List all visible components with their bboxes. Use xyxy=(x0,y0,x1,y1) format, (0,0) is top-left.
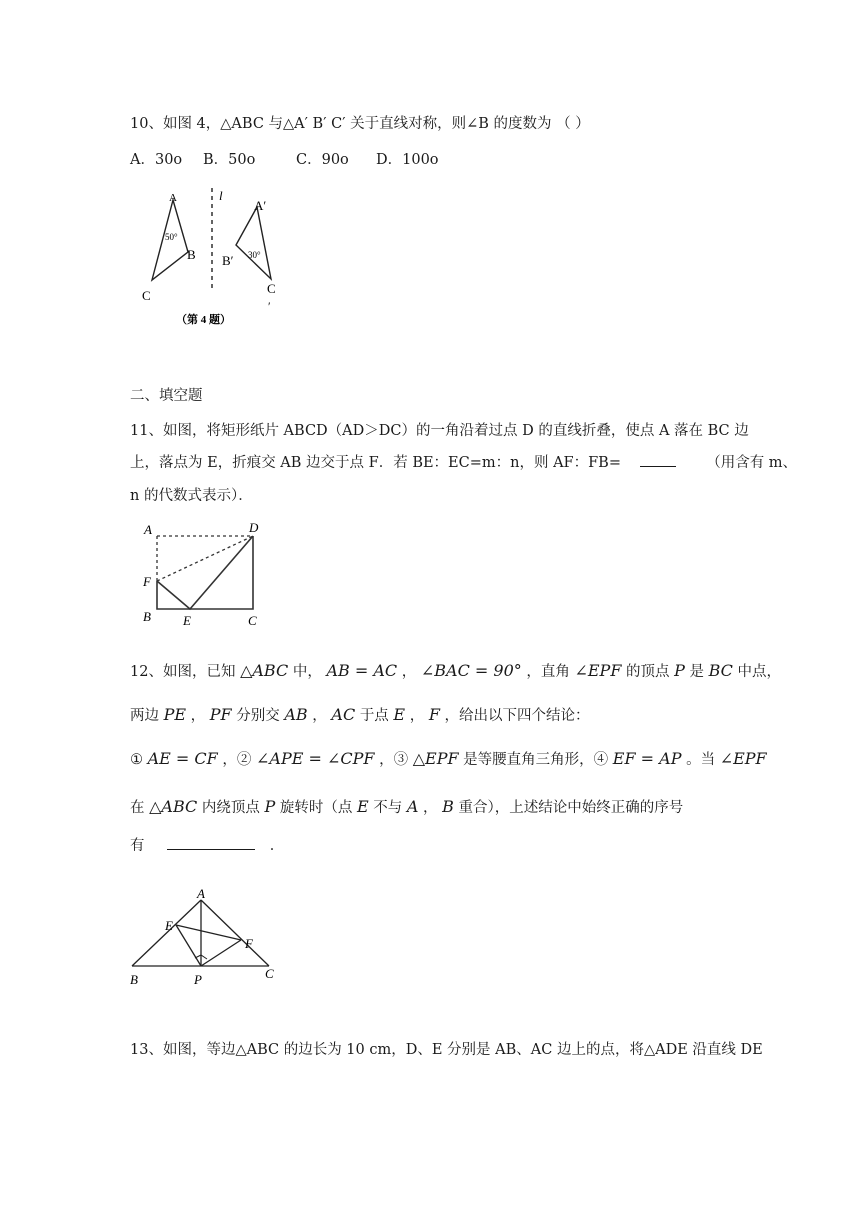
q12-label-c: C xyxy=(265,966,274,981)
q12-math: B xyxy=(442,797,454,816)
side-ab xyxy=(132,900,201,966)
q12-label-a: A xyxy=(197,886,205,901)
q11-label-a: A xyxy=(144,522,152,537)
q12-text: ， xyxy=(312,708,327,724)
q12-text: 中点， xyxy=(737,664,782,680)
q12-math: ∠EPF xyxy=(719,749,767,768)
fold-df xyxy=(157,536,253,581)
q12-text: 两边 xyxy=(130,708,159,724)
q12-label-f: F xyxy=(245,936,253,951)
q12-math: P xyxy=(674,661,685,680)
q10-figure xyxy=(130,182,300,332)
triangle-a1b1c1 xyxy=(236,207,271,279)
q12-line2 xyxy=(130,704,590,725)
q10-left-label-b: B xyxy=(187,247,196,262)
q12-math: PF xyxy=(209,705,232,724)
q12-text: 的顶点 xyxy=(626,664,670,680)
q12-math: P xyxy=(264,797,276,816)
q12-line5 xyxy=(130,834,284,855)
q10-right-label-angle: 30° xyxy=(248,250,261,260)
q11-label-e: E xyxy=(183,613,191,628)
q11-label-f: F xyxy=(143,574,151,589)
q12-text: ． xyxy=(269,838,285,854)
q10-left-label-a: A xyxy=(169,192,177,204)
q11-line1: 11、如图，将矩形纸片 ABCD（AD＞DC）的一角沿着过点 D 的直线折叠，使点 A 落在 BC 边 xyxy=(130,423,749,439)
q12-text: 中， xyxy=(292,664,322,680)
q12-line1 xyxy=(130,660,781,681)
q12-text: ① xyxy=(130,752,143,768)
q12-text: ，③ xyxy=(379,752,409,768)
q10-option-d: D．100o xyxy=(376,152,439,168)
q12-label-b: B xyxy=(130,972,138,987)
q12-text: 内绕顶点 xyxy=(201,800,260,816)
q12-line3 xyxy=(130,748,767,769)
q12-text: 有 xyxy=(130,838,145,854)
seg-pe xyxy=(176,925,201,966)
q12-text: ， xyxy=(190,708,206,724)
q12-text: ，直角 xyxy=(526,664,570,680)
q12-math: AE = CF xyxy=(147,749,218,768)
q12-math: △EPF xyxy=(412,749,459,768)
q12-math: △ABC xyxy=(149,797,198,816)
q10-left-label-c: C xyxy=(142,288,151,303)
q10-caption: （第 4 题） xyxy=(176,314,231,326)
q10-line-label: l xyxy=(219,188,223,203)
seg-pf xyxy=(201,940,241,966)
q11-line2-a: 上，落点为 E，折痕交 AB 边交于点 F．若 BE：EC=m：n，则 AF：FB= xyxy=(130,455,621,471)
q12-math: ∠APE = ∠CPF xyxy=(255,749,375,768)
q12-text: 不与 xyxy=(373,800,403,816)
q10-option-a: A．30o xyxy=(130,152,183,168)
q12-text: ， xyxy=(409,708,425,724)
q12-math: AB = AC xyxy=(326,661,398,680)
fold-fed xyxy=(157,536,253,609)
q11-line2 xyxy=(130,451,797,472)
q10-stem: 10、如图 4，△ABC 与△A′ B′ C′ 关于直线对称，则∠B 的度数为 （ ） xyxy=(130,116,590,132)
q12-text: 旋转时（点 xyxy=(279,800,353,816)
q11-label-d: D xyxy=(249,520,259,535)
q10-right-label-prime: ′ xyxy=(268,299,271,313)
seg-ef xyxy=(176,925,241,940)
q12-text: 重合），上述结论中始终正确的序号 xyxy=(458,800,684,816)
q12-math: BC xyxy=(708,661,733,680)
q12-math: AB xyxy=(284,705,308,724)
q11-line3: n 的代数式表示）． xyxy=(130,488,253,504)
q12-text: ， xyxy=(401,664,417,680)
rect-solid xyxy=(157,536,253,609)
q12-figure xyxy=(124,888,284,993)
q12-text: 在 xyxy=(130,800,145,816)
q12-math: AC xyxy=(331,705,356,724)
section-title: 二、填空题 xyxy=(130,388,203,404)
q12-text: 是等腰直角三角形，④ xyxy=(463,752,609,768)
q11-label-b: B xyxy=(143,609,151,624)
q12-text: ， xyxy=(423,800,438,816)
q12-math: △ABC xyxy=(240,661,289,680)
q12-math: A xyxy=(406,797,419,816)
q12-answer-blank xyxy=(167,849,255,850)
q12-text: 。当 xyxy=(686,752,716,768)
q12-math: E xyxy=(393,705,406,724)
q11-answer-blank xyxy=(640,466,676,467)
q12-text: 12、如图，已知 xyxy=(130,664,236,680)
q12-label-p: P xyxy=(194,972,202,987)
q10-option-b: B．50o xyxy=(203,152,256,168)
q13-text: 13、如图，等边△ABC 的边长为 10 cm，D、E 分别是 AB、AC 边上的点，将△ADE 沿直线 DE xyxy=(130,1042,763,1058)
q12-text: 分别交 xyxy=(236,708,280,724)
q12-text: ，② xyxy=(222,752,252,768)
q10-right-label-b: B′ xyxy=(222,253,234,268)
q12-math: PE xyxy=(163,705,187,724)
q11-label-c: C xyxy=(248,613,257,628)
q11-figure xyxy=(140,514,270,629)
q10-option-c: C．90o xyxy=(296,152,349,168)
q12-math: E xyxy=(356,797,369,816)
q12-math: EF = AP xyxy=(612,749,682,768)
q12-text: 是 xyxy=(689,664,705,680)
q12-text: 于点 xyxy=(359,708,389,724)
q10-left-label-angle: 50° xyxy=(165,232,178,242)
q12-math: ∠EPF xyxy=(574,661,622,680)
q12-text: ，给出以下四个结论： xyxy=(444,708,590,724)
q12-label-e: E xyxy=(165,918,173,933)
q10-right-label-a: A′ xyxy=(254,198,267,213)
q12-math: F xyxy=(428,705,440,724)
q12-line4 xyxy=(130,796,683,817)
q10-right-label-c: C xyxy=(267,281,276,296)
q11-line2-b: （用含有 m、 xyxy=(706,455,798,471)
q12-math: ∠BAC = 90° xyxy=(420,661,522,680)
